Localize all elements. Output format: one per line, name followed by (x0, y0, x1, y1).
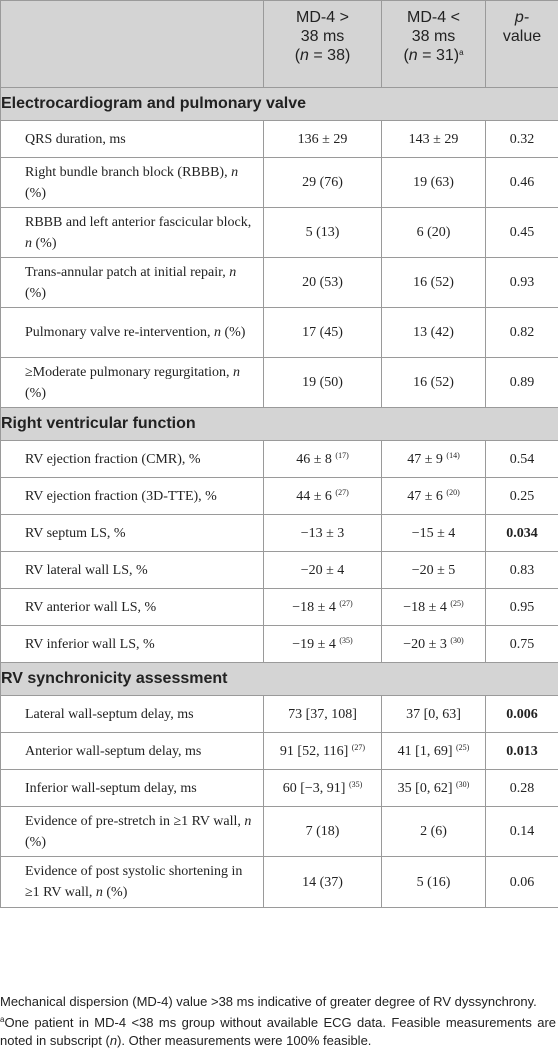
row-label: Anterior wall-septum delay, ms (1, 733, 264, 770)
row-label: RV septum LS, % (1, 515, 264, 552)
feasible-count: (30) (450, 635, 464, 645)
p-value: 0.89 (486, 358, 558, 408)
section-title: Right ventricular function (1, 408, 558, 441)
section-header (1, 408, 558, 441)
section-header (1, 88, 558, 121)
value-md4-greater: 7 (18) (264, 807, 382, 857)
footnote-a-marker: a (0, 1015, 5, 1024)
section-header (1, 663, 558, 696)
value-md4-less: −20 ± 3 $^{(30)}$ (382, 626, 486, 663)
value-md4-greater: −19 ± 4 $^{(35)}$ (264, 626, 382, 663)
table-body (1, 88, 558, 908)
section-title: Electrocardiogram and pulmonary valve (1, 88, 558, 121)
header-md4-less-line1: MD-4 < (407, 9, 460, 26)
header-md4-greater-line1: MD-4 > (296, 9, 349, 26)
table-row (1, 515, 558, 552)
value-md4-greater: 19 (50) (264, 358, 382, 408)
row-label: Evidence of pre-stretch in ≥1 RV wall, n (%) (1, 807, 264, 857)
feasible-count: (30) (456, 779, 470, 789)
footnote-a: $^a$One patient in MD-4 <38 ms group without available ECG data. Feasible measurements are noted in subscript (n). Other measurements were 100% feasible. (0, 1015, 556, 1048)
footnotes (0, 993, 556, 1053)
header-md4-less-n: (n = 31)$^a$ (403, 47, 464, 64)
table-row (1, 478, 558, 515)
value-md4-greater: 20 (53) (264, 258, 382, 308)
table-row (1, 208, 558, 258)
value-md4-less: 47 ± 9 $^{(14)}$ (382, 441, 486, 478)
feasible-count: (20) (446, 487, 460, 497)
p-value: 0.013 (486, 733, 558, 770)
p-value: 0.32 (486, 121, 558, 158)
header-p-value (486, 1, 558, 88)
row-label: Pulmonary valve re-intervention, n (%) (1, 308, 264, 358)
value-md4-greater: 60 [−3, 91] $^{(35)}$ (264, 770, 382, 807)
header-md4-less (382, 1, 486, 88)
value-md4-greater: 136 ± 29 (264, 121, 382, 158)
row-label: RBBB and left anterior fascicular block, n (%) (1, 208, 264, 258)
row-label: Trans-annular patch at initial repair, n (%) (1, 258, 264, 308)
section-title: RV synchronicity assessment (1, 663, 558, 696)
header-md4-less-line2: 38 ms (411, 28, 456, 45)
table-row (1, 121, 558, 158)
row-label: RV anterior wall LS, % (1, 589, 264, 626)
p-value: 0.034 (486, 515, 558, 552)
p-value: 0.95 (486, 589, 558, 626)
value-md4-greater: 73 [37, 108] (264, 696, 382, 733)
value-md4-greater: −18 ± 4 $^{(27)}$ (264, 589, 382, 626)
feasible-count: (25) (450, 598, 464, 608)
row-label: RV ejection fraction (CMR), % (1, 441, 264, 478)
table-row (1, 158, 558, 208)
row-label: Lateral wall-septum delay, ms (1, 696, 264, 733)
p-value: 0.75 (486, 626, 558, 663)
footnote-md4-definition: Mechanical dispersion (MD-4) value >38 ms indicative of greater degree of RV dyssynchrony. (0, 994, 537, 1009)
value-md4-less: 16 (52) (382, 258, 486, 308)
row-label: ≥Moderate pulmonary regurgitation, n (%) (1, 358, 264, 408)
p-value: 0.93 (486, 258, 558, 308)
value-md4-greater: 46 ± 8 $^{(17)}$ (264, 441, 382, 478)
p-value: 0.54 (486, 441, 558, 478)
header-md4-greater-n: (n = 38) (294, 47, 351, 64)
row-label: Right bundle branch block (RBBB), n (%) (1, 158, 264, 208)
table-row (1, 696, 558, 733)
table-row (1, 857, 558, 908)
p-value: 0.82 (486, 308, 558, 358)
value-md4-less: −18 ± 4 $^{(25)}$ (382, 589, 486, 626)
p-value: 0.45 (486, 208, 558, 258)
feasible-count: (27) (339, 598, 353, 608)
value-md4-greater: 14 (37) (264, 857, 382, 908)
table-row (1, 770, 558, 807)
value-md4-less: 47 ± 6 $^{(20)}$ (382, 478, 486, 515)
row-label: Inferior wall-septum delay, ms (1, 770, 264, 807)
p-value: 0.14 (486, 807, 558, 857)
feasible-count: (25) (456, 742, 470, 752)
header-row (1, 1, 558, 88)
value-md4-less: 143 ± 29 (382, 121, 486, 158)
table-row (1, 733, 558, 770)
value-md4-greater: 44 ± 6 $^{(27)}$ (264, 478, 382, 515)
value-md4-greater: 29 (76) (264, 158, 382, 208)
value-md4-greater: −13 ± 3 (264, 515, 382, 552)
value-md4-greater: −20 ± 4 (264, 552, 382, 589)
row-label: RV ejection fraction (3D-TTE), % (1, 478, 264, 515)
value-md4-less: 35 [0, 62] $^{(30)}$ (382, 770, 486, 807)
header-label-cell (1, 1, 264, 88)
value-md4-less: 13 (42) (382, 308, 486, 358)
value-md4-less: 16 (52) (382, 358, 486, 408)
table-row (1, 308, 558, 358)
table-row (1, 441, 558, 478)
value-md4-less: 37 [0, 63] (382, 696, 486, 733)
table-row (1, 258, 558, 308)
table-row (1, 626, 558, 663)
feasible-count: (27) (335, 487, 349, 497)
header-md4-greater-line2: 38 ms (300, 28, 345, 45)
feasible-count: (14) (446, 450, 460, 460)
header-footnote-marker: a (459, 48, 464, 57)
row-label: RV lateral wall LS, % (1, 552, 264, 589)
table-row (1, 589, 558, 626)
header-p-value-line1: p- (514, 9, 530, 26)
value-md4-greater: 91 [52, 116] $^{(27)}$ (264, 733, 382, 770)
value-md4-greater: 17 (45) (264, 308, 382, 358)
value-md4-less: 6 (20) (382, 208, 486, 258)
value-md4-less: 41 [1, 69] $^{(25)}$ (382, 733, 486, 770)
value-md4-less: 2 (6) (382, 807, 486, 857)
feasible-count: (17) (335, 450, 349, 460)
feasible-count: (27) (351, 742, 366, 752)
table-row (1, 358, 558, 408)
value-md4-less: 19 (63) (382, 158, 486, 208)
p-value: 0.006 (486, 696, 558, 733)
header-md4-greater (264, 1, 382, 88)
feasible-count: (35) (348, 779, 363, 789)
row-label: RV inferior wall LS, % (1, 626, 264, 663)
p-value: 0.06 (486, 857, 558, 908)
value-md4-less: −20 ± 5 (382, 552, 486, 589)
p-value: 0.46 (486, 158, 558, 208)
value-md4-less: −15 ± 4 (382, 515, 486, 552)
p-value: 0.28 (486, 770, 558, 807)
p-value: 0.25 (486, 478, 558, 515)
value-md4-greater: 5 (13) (264, 208, 382, 258)
p-value: 0.83 (486, 552, 558, 589)
header-p-value-line2: value (502, 28, 542, 45)
row-label: Evidence of post systolic shortening in ≥1 RV wall, n (%) (1, 857, 264, 908)
feasible-count: (35) (339, 635, 353, 645)
table-row (1, 552, 558, 589)
row-label: QRS duration, ms (1, 121, 264, 158)
value-md4-less: 5 (16) (382, 857, 486, 908)
table-row (1, 807, 558, 857)
